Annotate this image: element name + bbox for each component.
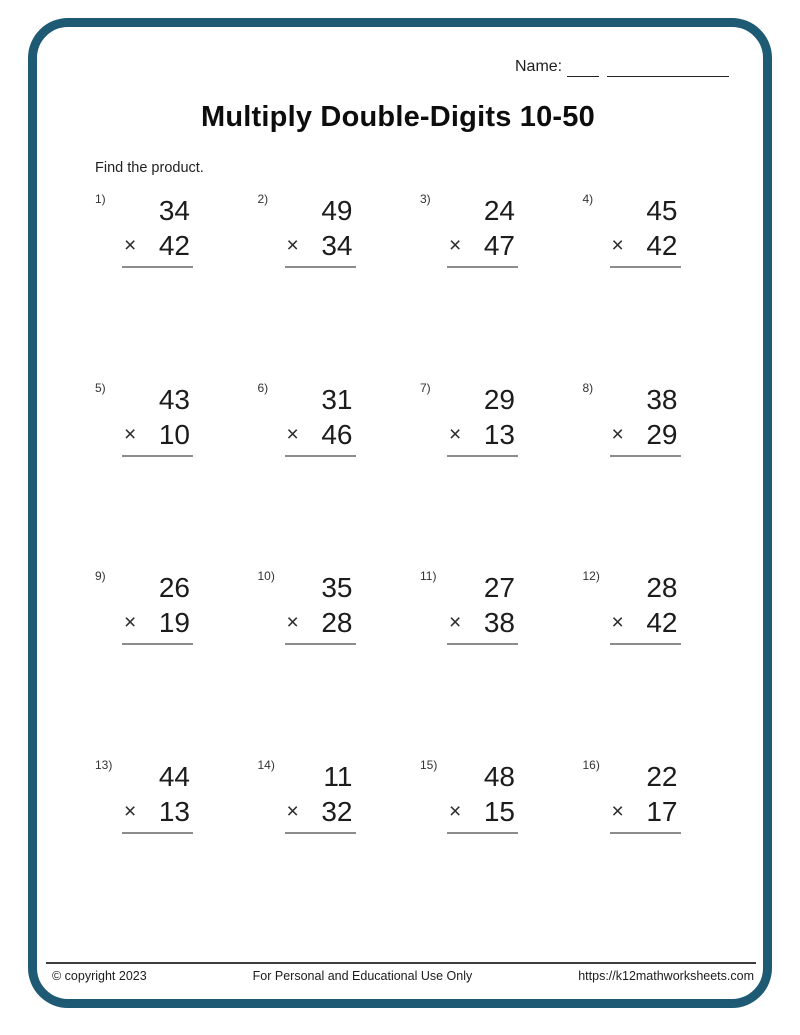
multiplier-row (447, 797, 518, 827)
multiplier-row (285, 608, 356, 638)
multiply-icon: × (611, 611, 624, 634)
problem-cell (420, 566, 583, 755)
problem-number: 14) (257, 757, 275, 772)
multiply-icon: × (286, 799, 299, 823)
problem-number: 2) (257, 192, 269, 206)
problem-number: 12) (582, 569, 600, 583)
multiplicand: 35 (321, 572, 353, 603)
problem-cell (95, 189, 258, 378)
multiplier: 42 (646, 607, 678, 638)
problem-body (122, 378, 193, 457)
multiplier-row (122, 231, 193, 261)
multiply-icon: × (124, 234, 137, 257)
multiplicand: 26 (158, 572, 190, 603)
multiplier: 10 (158, 418, 190, 450)
answer-line (285, 643, 356, 645)
multiplicand: 43 (158, 383, 190, 415)
multiplier-row (285, 797, 356, 827)
problem-body (447, 378, 518, 457)
answer-line (447, 643, 518, 645)
problem-number: 11) (420, 569, 437, 583)
name-row (515, 57, 729, 77)
problem-number: 5) (95, 380, 106, 395)
multiplier: 42 (158, 230, 190, 261)
answer-line (610, 266, 681, 268)
answer-line (610, 643, 681, 645)
multiplier-row (122, 420, 193, 450)
multiplicand: 38 (646, 383, 678, 415)
answer-line (447, 455, 518, 457)
multiply-icon: × (286, 611, 299, 634)
multiplier: 34 (321, 230, 353, 261)
problem-body (285, 755, 356, 834)
multiplier: 19 (158, 607, 190, 638)
multiplicand: 45 (646, 195, 678, 226)
multiplier-row (122, 608, 193, 638)
problem-cell (583, 189, 746, 378)
problem-cell (258, 755, 421, 944)
multiplier-row (447, 608, 518, 638)
multiplicand: 49 (321, 195, 353, 226)
problem-number: 8) (582, 380, 594, 395)
multiplicand: 44 (158, 760, 190, 792)
answer-line (122, 832, 193, 834)
problem-cell (420, 189, 583, 378)
multiplier: 15 (483, 795, 515, 827)
problem-cell (583, 755, 746, 944)
answer-line (285, 832, 356, 834)
problem-body (447, 189, 518, 268)
problem-cell (258, 378, 421, 567)
multiplicand: 22 (646, 760, 678, 792)
multiplier-row (447, 231, 518, 261)
multiplier: 13 (483, 418, 515, 450)
answer-line (447, 266, 518, 268)
multiply-icon: × (449, 422, 462, 446)
problem-body (285, 566, 356, 645)
problem-number: 1) (95, 192, 106, 206)
multiply-icon: × (124, 422, 137, 446)
instruction-text: Find the product. (95, 160, 204, 176)
usage-text: For Personal and Educational Use Only (252, 969, 473, 983)
multiplicand: 28 (646, 572, 678, 603)
problem-body (610, 755, 681, 834)
problem-cell (583, 566, 746, 755)
problem-cell (420, 755, 583, 944)
problem-body (610, 566, 681, 645)
multiply-icon: × (449, 799, 462, 823)
multiplier-row (122, 797, 193, 827)
name-label: Name: (515, 58, 563, 75)
multiplier-row (285, 231, 356, 261)
multiplicand: 34 (158, 195, 190, 226)
multiply-icon: × (449, 611, 462, 634)
problem-body (122, 755, 193, 834)
problem-number: 6) (257, 380, 269, 395)
problem-cell (95, 378, 258, 567)
multiplier: 47 (483, 230, 515, 261)
footer (46, 969, 756, 983)
page-title: Multiply Double-Digits 10-50 (201, 101, 595, 133)
problem-body (447, 755, 518, 834)
multiplier-row (610, 608, 681, 638)
name-blank-line (567, 58, 599, 77)
problem-body (610, 378, 681, 457)
multiplier: 38 (483, 607, 515, 638)
multiplicand: 48 (483, 760, 515, 792)
problem-number: 16) (582, 757, 600, 772)
name-blank-line (607, 58, 729, 77)
multiplier: 29 (646, 418, 678, 450)
answer-line (122, 455, 193, 457)
problem-number: 3) (420, 192, 431, 206)
problem-cell (420, 378, 583, 567)
multiplier: 28 (321, 607, 353, 638)
answer-line (285, 266, 356, 268)
problem-number: 13) (95, 757, 113, 772)
multiplicand: 27 (483, 572, 515, 603)
website-url: https://k12mathworksheets.com (578, 969, 754, 983)
copyright-text: © copyright 2023 (52, 969, 147, 983)
multiply-icon: × (286, 422, 299, 446)
multiply-icon: × (611, 234, 624, 257)
problem-cell (258, 566, 421, 755)
multiplier-row (610, 420, 681, 450)
multiplicand: 31 (321, 383, 353, 415)
multiplier: 13 (158, 795, 190, 827)
answer-line (610, 455, 681, 457)
multiply-icon: × (124, 611, 137, 634)
multiply-icon: × (611, 799, 624, 823)
multiplier: 42 (646, 230, 678, 261)
multiplier-row (447, 420, 518, 450)
problem-body (610, 189, 681, 268)
multiplier-row (610, 231, 681, 261)
answer-line (447, 832, 518, 834)
problem-cell (583, 378, 746, 567)
problem-number: 15) (420, 757, 438, 772)
answer-line (122, 643, 193, 645)
multiplier: 17 (646, 795, 678, 827)
problem-body (285, 189, 356, 268)
multiplicand: 29 (483, 383, 515, 415)
multiply-icon: × (449, 234, 462, 257)
problem-cell (95, 755, 258, 944)
problem-body (447, 566, 518, 645)
multiplicand: 24 (483, 195, 515, 226)
multiplier-row (285, 420, 356, 450)
answer-line (285, 455, 356, 457)
multiply-icon: × (611, 422, 624, 446)
problem-body (122, 566, 193, 645)
footer-divider (46, 962, 756, 964)
multiplier-row (610, 797, 681, 827)
multiplicand: 11 (323, 760, 353, 792)
problem-cell (258, 189, 421, 378)
multiplier: 32 (321, 795, 353, 827)
multiplier: 46 (321, 418, 353, 450)
problem-number: 7) (420, 380, 431, 395)
multiply-icon: × (286, 234, 299, 257)
answer-line (122, 266, 193, 268)
problem-number: 9) (95, 569, 106, 583)
problem-body (285, 378, 356, 457)
problem-number: 10) (257, 569, 275, 583)
multiply-icon: × (124, 799, 137, 823)
problem-body (122, 189, 193, 268)
answer-line (610, 832, 681, 834)
problems-grid (95, 189, 745, 943)
problem-cell (95, 566, 258, 755)
problem-number: 4) (582, 192, 594, 206)
